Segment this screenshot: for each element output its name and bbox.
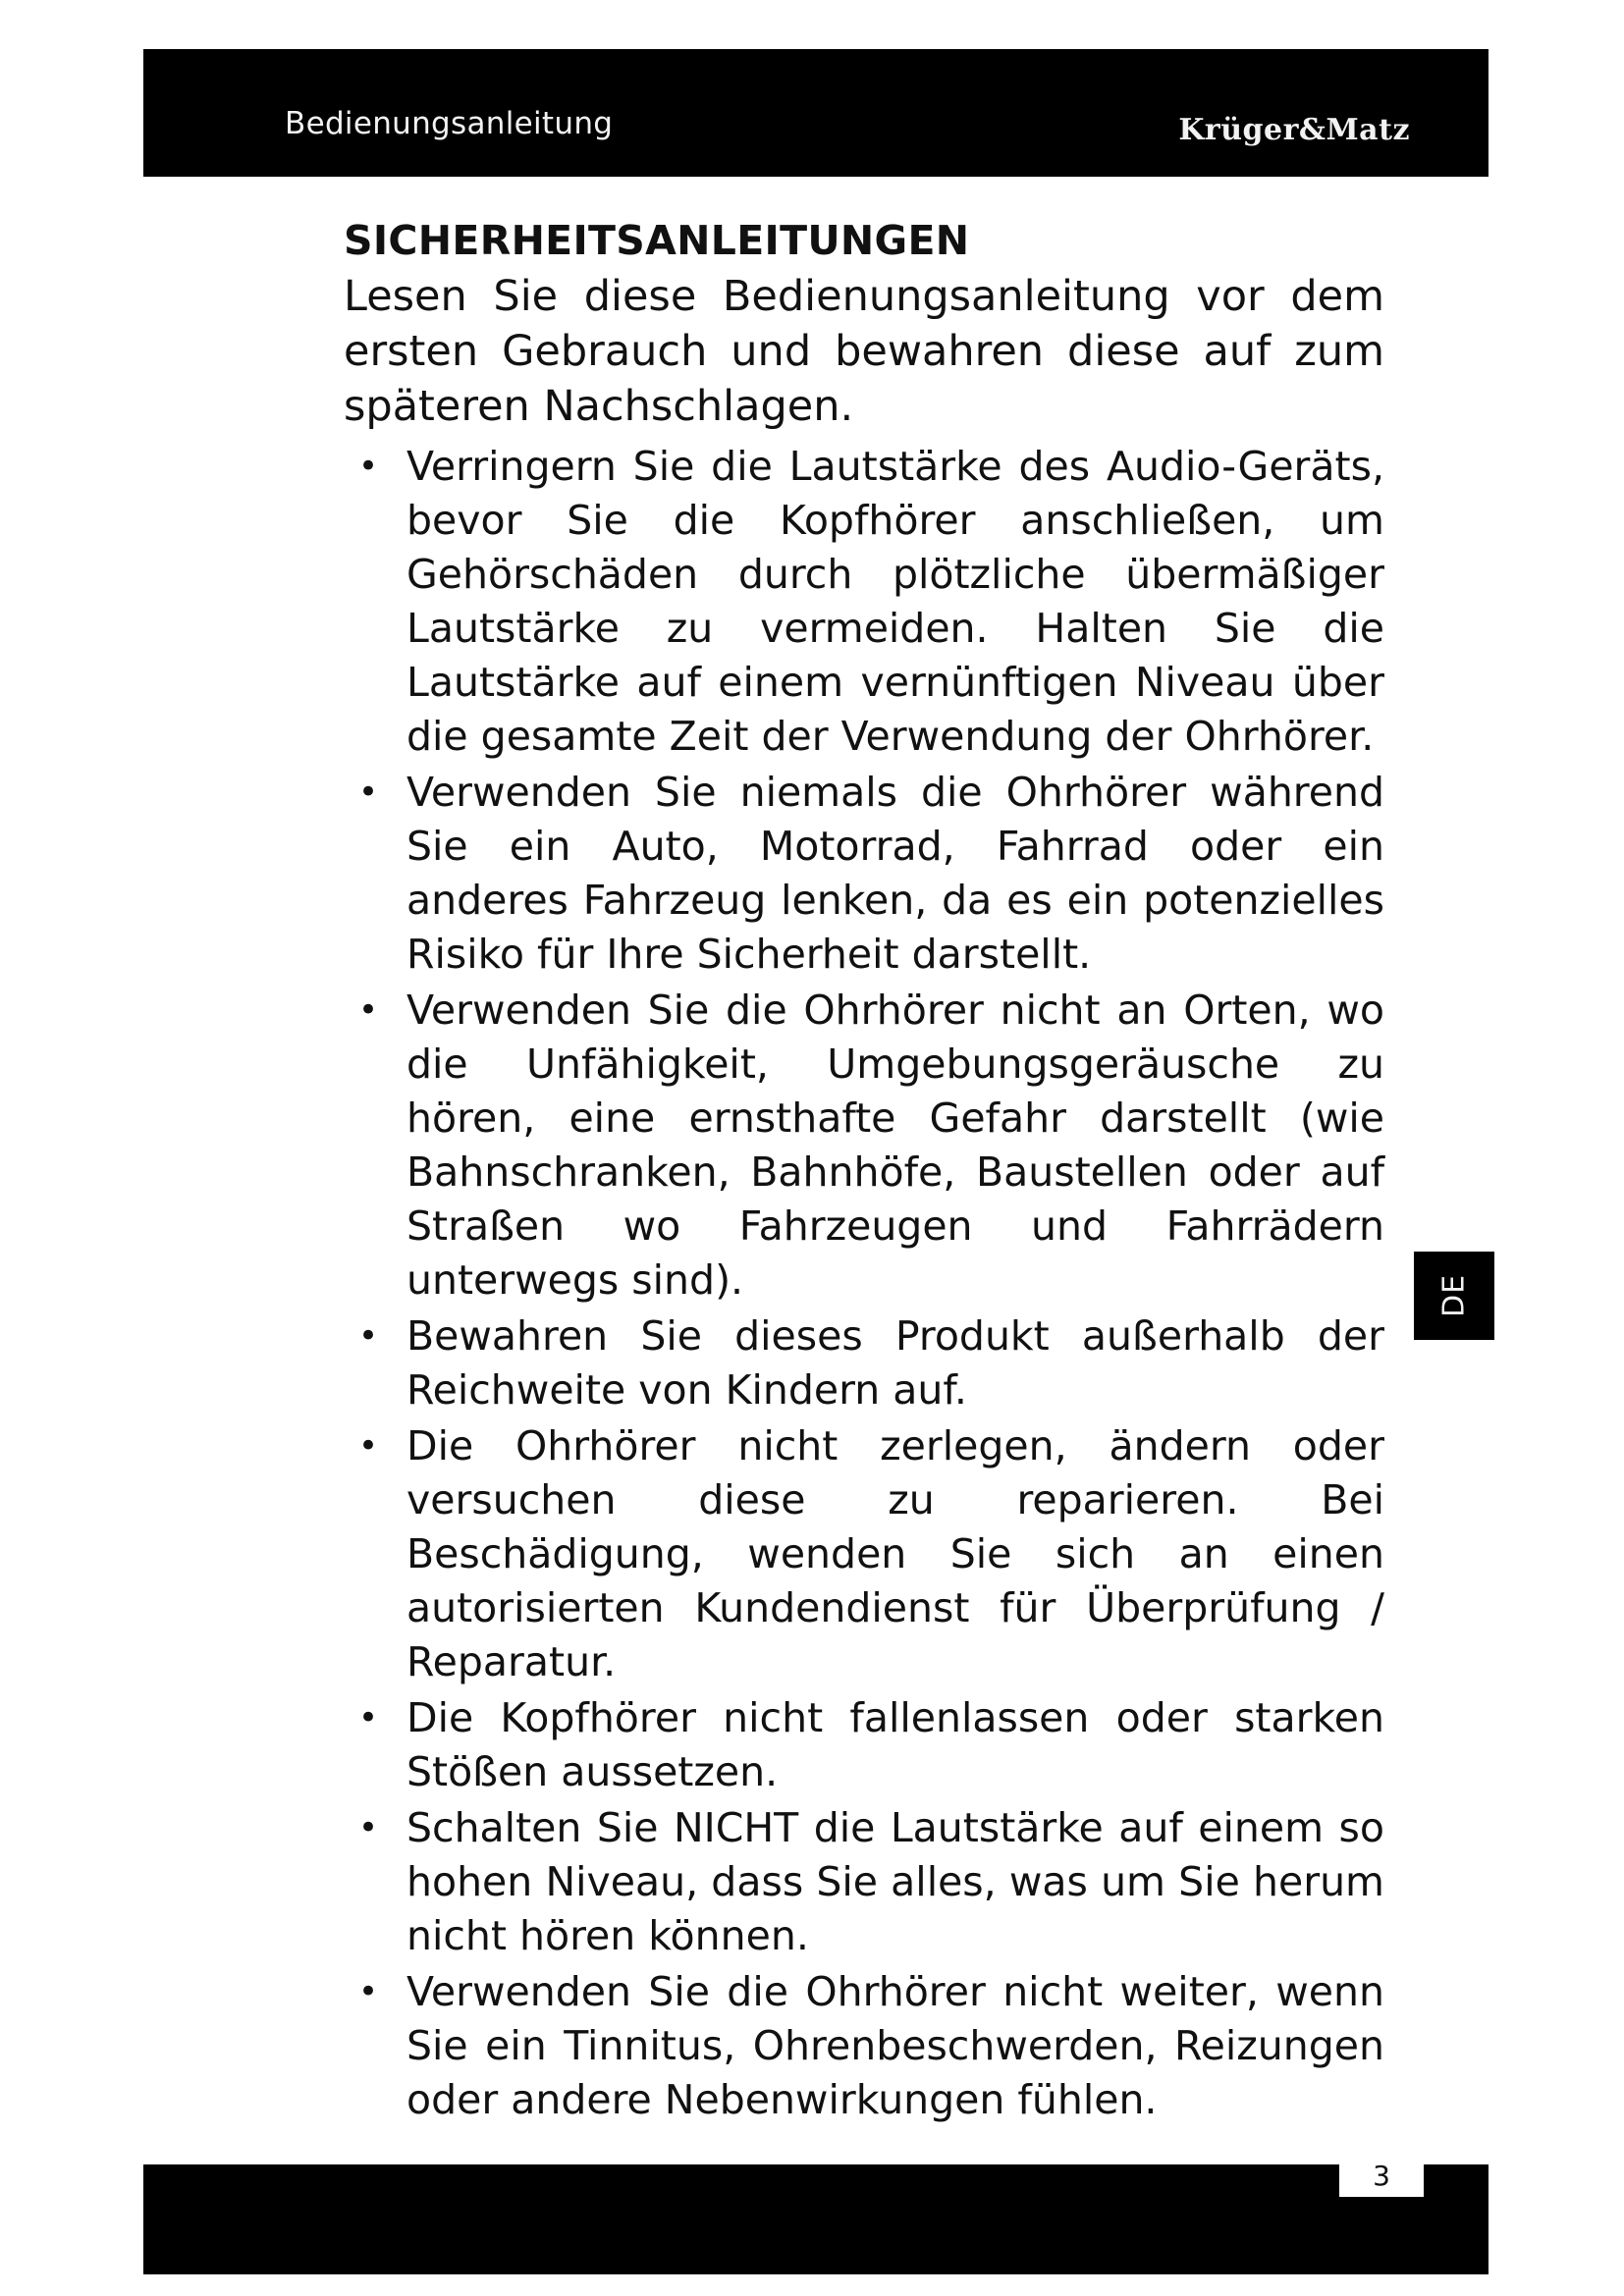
list-item — [344, 766, 1384, 982]
bullet-icon: • — [358, 447, 379, 486]
list-item — [344, 1965, 1384, 2127]
list-item-text: Verwenden Sie niemals die Ohrhörer während Sie ein Auto, Motorrad, Fahrrad oder ein anderes Fahrzeug lenken, da es ein potenzielles Risiko für Ihre Sicherheit darstellt. — [406, 769, 1384, 978]
list-item-text: Die Kopfhörer nicht fallenlassen oder starken Stößen aussetzen. — [406, 1694, 1384, 1795]
list-item-text: Verringern Sie die Lautstärke des Audio-Geräts, bevor Sie die Kopfhörer anschließen, um Gehörschäden durch plötzliche übermäßiger Lautstärke zu vermeiden. Halten Sie die Lautstärke auf einem vernünftigen Niveau über die gesamte Zeit der Verwendung der Ohrhörer. — [406, 443, 1384, 760]
header-title: Bedienungsanleitung — [285, 106, 614, 141]
footer-bar — [143, 2164, 1489, 2274]
list-item — [344, 1801, 1384, 1963]
bullet-icon: • — [358, 1316, 379, 1356]
safety-section — [344, 216, 1384, 2129]
intro-paragraph: Lesen Sie diese Bedienungsanleitung vor dem ersten Gebrauch und bewahren diese auf zum späteren Nachschlagen. — [344, 272, 1384, 431]
bullet-icon: • — [358, 1426, 379, 1466]
list-item-text: Verwenden Sie die Ohrhörer nicht an Orten, wo die Unfähigkeit, Umgebungsgeräusche zu hören, eine ernsthafte Gefahr darstellt (wie Bahnschranken, Bahnhöfe, Baustellen oder auf Straßen wo Fahrzeugen und Fahrrädern unterwegs sind). — [406, 987, 1384, 1304]
section-title: SICHERHEITSANLEITUNGEN — [344, 217, 970, 264]
bullet-icon: • — [358, 1972, 379, 2011]
language-tab — [1414, 1252, 1494, 1340]
safety-list — [344, 440, 1384, 2127]
list-item — [344, 1309, 1384, 1417]
bullet-icon: • — [358, 1698, 379, 1737]
list-item-text: Die Ohrhörer nicht zerlegen, ändern oder versuchen diese zu reparieren. Bei Beschädigung, wenden Sie sich an einen autorisierten Kundendienst für Überprüfung / Reparatur. — [406, 1422, 1384, 1685]
bullet-icon: • — [358, 1808, 379, 1847]
list-item-text: Schalten Sie NICHT die Lautstärke auf einem so hohen Niveau, dass Sie alles, was um Sie herum nicht hören können. — [406, 1804, 1384, 1959]
bullet-icon: • — [358, 773, 379, 812]
language-label: DE — [1436, 1273, 1472, 1318]
list-item-text: Bewahren Sie dieses Produkt außerhalb der Reichweite von Kindern auf. — [406, 1312, 1384, 1414]
list-item — [344, 1691, 1384, 1799]
page-number: 3 — [1339, 2156, 1424, 2197]
list-item — [344, 440, 1384, 764]
bullet-icon: • — [358, 990, 379, 1030]
list-item-text: Verwenden Sie die Ohrhörer nicht weiter, wenn Sie ein Tinnitus, Ohrenbeschwerden, Reizungen oder andere Nebenwirkungen fühlen. — [406, 1968, 1384, 2123]
brand-logo: Krüger&Matz — [1178, 113, 1410, 147]
list-item — [344, 984, 1384, 1308]
header-bar — [143, 49, 1489, 177]
list-item — [344, 1419, 1384, 1689]
